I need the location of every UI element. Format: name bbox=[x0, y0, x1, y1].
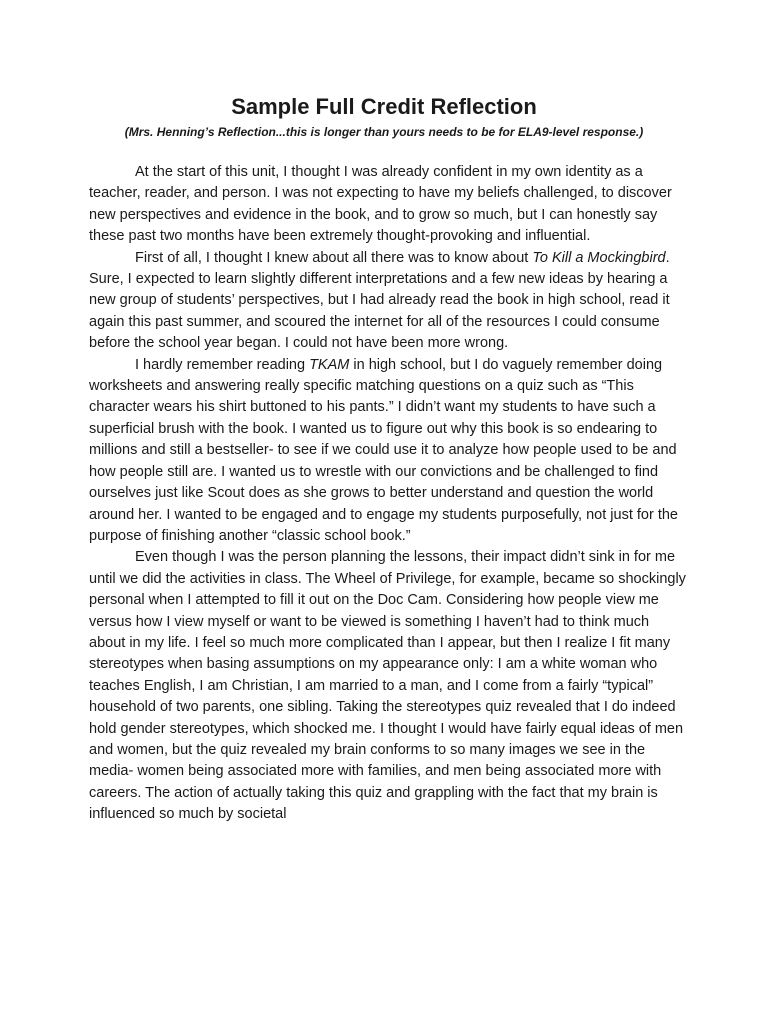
document-title: Sample Full Credit Reflection bbox=[231, 94, 537, 119]
paragraph-2 bbox=[89, 248, 689, 355]
paragraph-2-part-b: . Sure, I expected to learn slightly different interpretations and a few new ideas by hearing a new group of students’ perspectives, but I had already read the book in high school, read it again this past summer, and scoured the internet for all of the resources I could consume before the school year began. I could not have been more wrong. bbox=[89, 249, 670, 352]
document-subtitle: (Mrs. Henning’s Reflection...this is longer than yours needs to be for ELA9-level response.) bbox=[124, 125, 644, 139]
book-abbrev-emphasis: TKAM bbox=[309, 356, 350, 373]
book-title-emphasis: To Kill a Mockingbird bbox=[532, 249, 666, 266]
paragraph-3-part-b: in high school, but I do vaguely remember doing worksheets and answering really specific matching questions on a quiz such as “This character wears his shirt buttoned to his pants.” I didn’t want my students to have such a superficial brush with the book. I wanted us to figure out why this book is so endearing to millions and still a bestseller- to see if we could use it to analyze how people used to be and how people still are. I wanted us to wrestle with our convictions and be challenged to find ourselves just like Scout does as she grows to better understand and question the world around her. I wanted to be engaged and to engage my students purposefully, not just for the purpose of finishing another “classic school book.” bbox=[89, 356, 678, 544]
paragraph-1: At the start of this unit, I thought I was already confident in my own identity as a teacher, reader, and person. I was not expecting to have my beliefs challenged, to discover new perspectives and evidence in the book, and to grow so much, but I can honestly say these past two months have been extremely thought-provoking and influential. bbox=[89, 164, 672, 245]
paragraph-3-part-a: I hardly remember reading bbox=[135, 356, 310, 373]
paragraph-3 bbox=[89, 355, 689, 548]
paragraph-4: Even though I was the person planning the lessons, their impact didn’t sink in for me until we did the activities in class. The Wheel of Privilege, for example, became so shockingly personal when I attempted to fill it out on the Doc Cam. Considering how people view me versus how I view myself or want to be viewed is something I haven’t had to think much about in my life. I feel so much more complicated than I appear, but then I realize I fit many stereotypes when basing assumptions on my appearance only: I am a white woman who teaches English, I am Christian, I am married to a man, and I come from a fairly “typical” household of two parents, one sibling. Taking the stereotypes quiz revealed that I do indeed hold gender stereotypes, which shocked me. I thought I would have fairly equal ideas of men and women, but the quiz revealed my brain conforms to so many images we see in the media- women being associated more with families, and men being associated more with careers. The action of actually taking this quiz and grappling with the fact that my brain is influenced so much by societal bbox=[89, 549, 686, 823]
document-body bbox=[89, 162, 689, 826]
paragraph-2-part-a: First of all, I thought I knew about all there was to know about bbox=[135, 249, 533, 266]
